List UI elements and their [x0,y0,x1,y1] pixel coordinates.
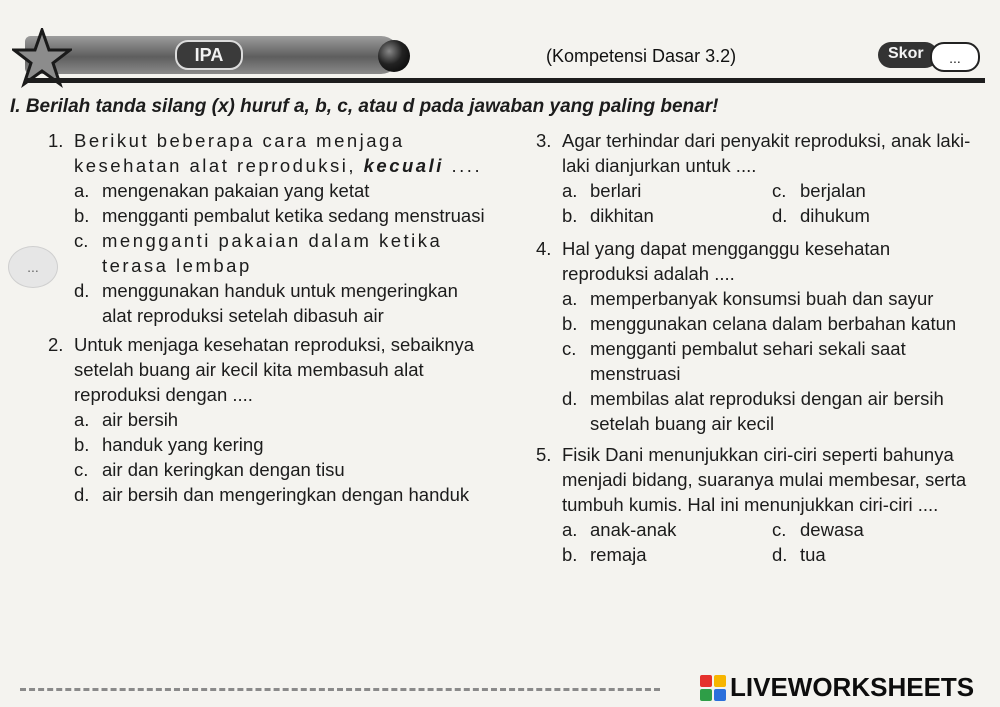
question-number: 5. [536,444,552,465]
question-text: Berikut beberapa cara menjaga kesehatan alat reproduksi, kecuali .... [74,130,483,176]
option-b[interactable]: b. menggunakan celana dalam berbahan katun [562,313,957,334]
competency-label: (Kompetensi Dasar 3.2) [546,46,737,66]
side-answer-badge[interactable]: ... [8,246,58,288]
options-list [74,407,488,507]
question-2 [48,332,488,507]
question-text: Agar terhindar dari penyakit reproduksi, anak laki-laki dianjurkan untuk .... [562,130,971,176]
question-text: Untuk menjaga kesehatan reproduksi, sebaiknya setelah buang air kecil kita membasuh alat reproduksi dengan .... [74,334,475,405]
option-a[interactable]: a. mengenakan pakaian yang ketat [74,180,370,201]
instruction-text: I. Berilah tanda silang (x) huruf a, b, c, atau d pada jawaban yang paling benar! [10,96,719,117]
subject-label: IPA [175,40,243,70]
question-1 [48,128,488,328]
question-text: Hal yang dapat mengganggu kesehatan reproduksi adalah .... [562,238,891,284]
option-c[interactable]: c. mengganti pembalut sehari sekali saat menstruasi [562,338,906,384]
liveworksheets-logo [700,672,974,703]
option-c[interactable]: c. berjalan [772,180,866,201]
option-d[interactable]: d. air bersih dan mengeringkan dengan handuk [74,484,470,505]
option-c[interactable]: c. dewasa [772,519,864,540]
score-label: Skor [878,42,938,68]
option-d[interactable]: d. membilas alat reproduksi dengan air bersih setelah buang air kecil [562,388,944,434]
question-number: 1. [48,130,64,151]
options-list [74,178,488,328]
option-a[interactable]: a. anak-anak [562,519,677,540]
option-a[interactable]: a. air bersih [74,409,179,430]
options-grid [562,517,981,567]
option-b[interactable]: b. handuk yang kering [74,434,264,455]
question-number: 3. [536,130,552,151]
options-list [562,286,981,436]
option-d[interactable]: d. dihukum [772,205,870,226]
question-5 [536,442,981,567]
option-a[interactable]: a. memperbanyak konsumsi buah dan sayur [562,288,934,309]
liveworksheets-wordmark: LIVEWORKSHEETS [730,672,975,702]
option-b[interactable]: b. mengganti pembalut ketika sedang menstruasi [74,205,485,226]
option-d[interactable]: d. tua [772,544,826,565]
option-c[interactable]: c. air dan keringkan dengan tisu [74,459,345,480]
worksheet-header [0,0,1000,100]
left-column [48,128,488,507]
option-d[interactable]: d. menggunakan handuk untuk mengeringkan alat reproduksi setelah dibasuh air [74,280,458,326]
ball-icon [378,40,410,72]
question-3 [536,128,981,228]
question-text: Fisik Dani menunjukkan ciri-ciri seperti bahunya menjadi bidang, suaranya mulai membesar, serta tumbuh kumis. Hal ini menunjukkan ciri-ciri .... [562,444,967,515]
question-number: 2. [48,334,64,355]
option-b[interactable]: b. dikhitan [562,205,654,226]
score-field[interactable]: ... [930,42,980,72]
right-column [536,128,981,567]
option-b[interactable]: b. remaja [562,544,647,565]
question-4 [536,236,981,436]
question-number: 4. [536,238,552,259]
liveworksheets-icon [700,675,726,701]
footer-dashed-line [20,688,660,691]
option-c[interactable]: c. mengganti pakaian dalam ketika terasa lembap [74,230,443,276]
option-a[interactable]: a. berlari [562,180,642,201]
options-grid [562,178,981,228]
header-divider [25,78,985,83]
